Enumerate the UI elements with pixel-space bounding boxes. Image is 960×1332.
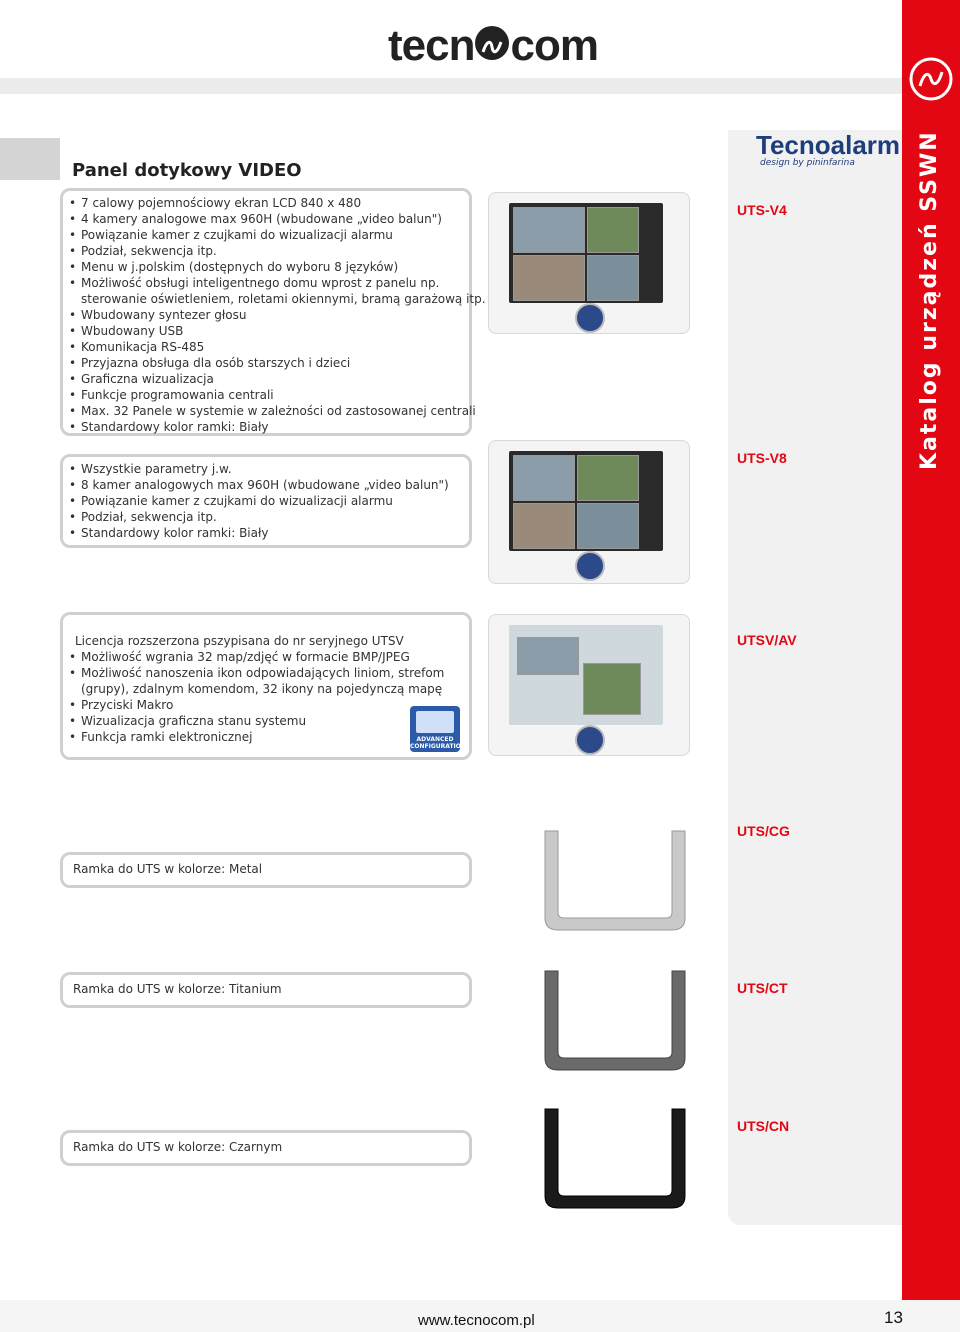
list-item: • Powiązanie kamer z czujkami do wizualizacji alarmu (67, 227, 469, 243)
uts-ct-description-box: Ramka do UTS w kolorze: Titanium (60, 972, 472, 1008)
uts-cn-frame-image (540, 1104, 690, 1214)
product-code: UTS-V4 (737, 202, 787, 218)
uts-v8-feature-box (60, 454, 472, 548)
list-item: • Funkcje programowania centrali (67, 387, 469, 403)
list-item: • Graficzna wizualizacja (67, 371, 469, 387)
list-item: • 7 calowy pojemnościowy ekran LCD 840 x 480 (67, 195, 469, 211)
list-item: • Przyciski Makro (67, 697, 469, 713)
product-code-panel (728, 130, 902, 1225)
list-item: Licencja rozszerzona pszypisana do nr seryjnego UTSV (75, 634, 404, 648)
list-item: • Wbudowany USB (67, 323, 469, 339)
uts-ct-frame-image (540, 966, 690, 1076)
list-item: • Menu w j.polskim (dostępnych do wyboru 8 języków) (67, 259, 469, 275)
list-item: • Podział, sekwencja itp. (67, 243, 469, 259)
tecnocom-logo-mark-icon (475, 26, 509, 60)
list-item: • Powiązanie kamer z czujkami do wizualizacji alarmu (67, 493, 469, 509)
list-item: (grupy), zdalnym komendom, 32 ikony na pojedynczą mapę (81, 682, 443, 696)
list-item: • Wizualizacja graficzna stanu systemu (67, 713, 469, 729)
home-button-icon (575, 551, 605, 581)
section-title: Panel dotykowy VIDEO (72, 160, 302, 181)
list-item: • 4 kamery analogowe max 960H (wbudowane „video balun") (67, 211, 469, 227)
utsv-av-device-image (488, 614, 690, 756)
product-code: UTSV/AV (737, 632, 797, 648)
home-button-icon (575, 303, 605, 333)
uts-cg-description-box: Ramka do UTS w kolorze: Metal (60, 852, 472, 888)
product-code: UTS/CT (737, 980, 788, 996)
list-item: • Wbudowany syntezer głosu (67, 307, 469, 323)
list-item: • Standardowy kolor ramki: Biały (67, 525, 469, 541)
left-accent-strip (0, 138, 60, 180)
list-item: sterowanie oświetleniem, roletami okiennymi, bramą garażową itp. (81, 292, 486, 306)
list-item: • Możliwość wgrania 32 map/zdjęć w formacie BMP/JPEG (67, 649, 469, 665)
header-divider (0, 78, 960, 94)
list-item: • 8 kamer analogowych max 960H (wbudowane „video balun") (67, 477, 469, 493)
product-code: UTS-V8 (737, 450, 787, 466)
list-item: • Max. 32 Panele w systemie w zależności od zastosowanej centrali (67, 403, 469, 419)
list-item: • Podział, sekwencja itp. (67, 509, 469, 525)
uts-v4-device-image (488, 192, 690, 334)
list-item: • Wszystkie parametry j.w. (67, 461, 469, 477)
tecnoalarm-logo: Tecnoalarm (756, 130, 901, 160)
advanced-configuration-badge: ADVANCED CONFIGURATION (410, 706, 460, 752)
list-item: • Funkcja ramki elektronicznej (67, 729, 469, 745)
uts-cg-frame-image (540, 826, 690, 936)
list-item: • Standardowy kolor ramki: Biały (67, 419, 469, 435)
uts-v4-feature-box (60, 188, 486, 436)
sidebar-title: Katalog urządzeń SSWN (917, 130, 942, 470)
pininfarina-tagline: design by pininfarina (760, 158, 855, 168)
uts-v8-device-image (488, 440, 690, 584)
list-item: • Możliwość obsługi inteligentnego domu wprost z panelu np. (67, 275, 469, 291)
footer-url: www.tecnocom.pl (418, 1312, 535, 1329)
tecnocom-logo: tecn com (388, 21, 598, 70)
list-item: • Możliwość nanoszenia ikon odpowiadających liniom, strefom (67, 665, 469, 681)
sidebar-logo-icon (902, 50, 960, 108)
page-number: 13 (884, 1308, 903, 1327)
product-code: UTS/CN (737, 1118, 790, 1134)
home-button-icon (575, 725, 605, 755)
list-item: • Przyjazna obsługa dla osób starszych i dzieci (67, 355, 469, 371)
list-item: • Komunikacja RS-485 (67, 339, 469, 355)
product-code: UTS/CG (737, 823, 790, 839)
uts-cn-description-box: Ramka do UTS w kolorze: Czarnym (60, 1130, 472, 1166)
keyboard-icon (416, 711, 454, 733)
